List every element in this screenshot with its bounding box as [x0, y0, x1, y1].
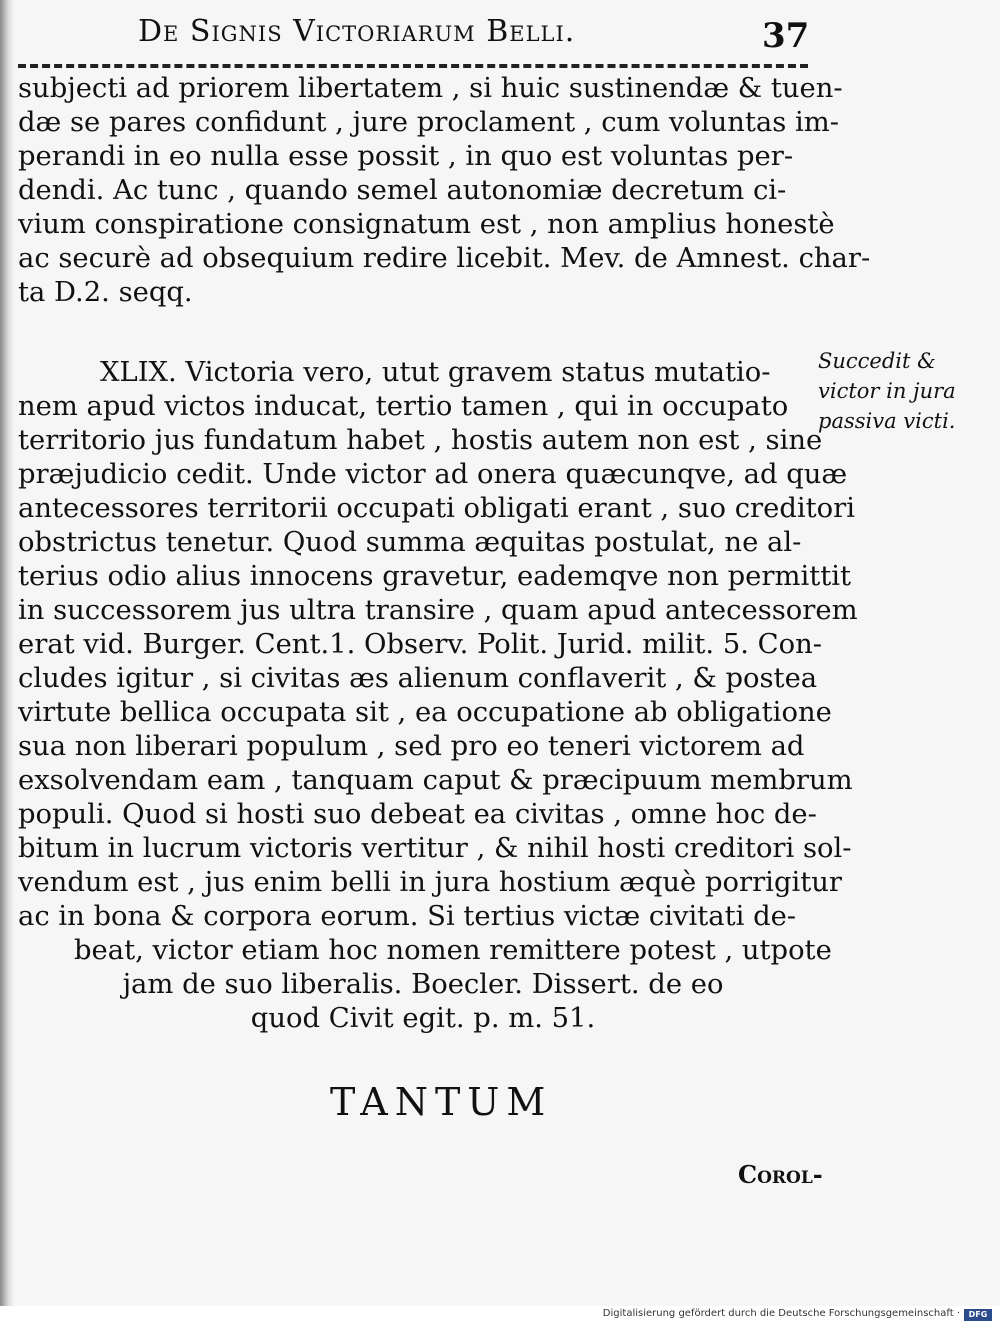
page-number: 37	[762, 16, 810, 56]
text-line: nem apud victos inducat, tertio tamen , qui in occupato	[18, 391, 789, 422]
text-line: vendum est , jus enim belli in jura hostium æquè porrigitur	[18, 867, 842, 898]
text-line: antecessores territorii occupati obligati erant , suo creditori	[18, 493, 856, 524]
header-rule	[18, 64, 808, 68]
text-line: erat vid. Burger. Cent.1. Observ. Polit. Jurid. milit. 5. Con-	[18, 629, 823, 660]
text-line: cludes igitur , si civitas æs alienum conflaverit , & postea	[18, 663, 818, 694]
text-line: territorio jus fundatum habet , hostis autem non est , sine	[18, 425, 823, 456]
marginal-note-line: Succedit &	[818, 349, 936, 373]
running-title: De Signis Victoriarum Belli.	[138, 14, 576, 49]
text-line: ta D.2. seqq.	[18, 277, 193, 308]
text-line: præjudicio cedit. Unde victor ad onera quæcunqve, ad quæ	[18, 459, 848, 490]
text-line: vium conspiratione consignatum est , non amplius honestè	[18, 209, 835, 240]
text-line: XLIX. Victoria vero, utut gravem status mutatio-	[100, 357, 771, 388]
footer-bar	[0, 1306, 1000, 1324]
text-line: bitum in lucrum victoris vertitur , & nihil hosti creditori sol-	[18, 833, 852, 864]
marginal-note-line: passiva victi.	[818, 409, 956, 433]
footer-credit: Digitalisierung gefördert durch die Deutsche Forschungsgemeinschaft ·	[602, 1308, 960, 1319]
text-line: beat, victor etiam hoc nomen remittere potest , utpote	[74, 935, 832, 966]
text-line: ac in bona & corpora eorum. Si tertius victæ civitati de-	[18, 901, 797, 932]
text-line: ac securè ad obsequium redire licebit. Mev. de Amnest. char-	[18, 243, 871, 274]
paragraph-1	[18, 72, 871, 310]
marginal-note-line: victor in jura	[818, 379, 956, 403]
text-line: dendi. Ac tunc , quando semel autonomiæ decretum ci-	[18, 175, 787, 206]
paragraph-2	[18, 356, 858, 1036]
text-line: terius odio alius innocens gravetur, eademqve non permittit	[18, 561, 851, 592]
text-line: sua non liberari populum , sed pro eo teneri victorem ad	[18, 731, 805, 762]
text-line: jam de suo liberalis. Boecler. Dissert. de eo	[122, 969, 724, 1000]
catchword: Corol-	[738, 1160, 823, 1189]
page-edge-shadow	[0, 0, 14, 1306]
text-line: exsolvendam eam , tanquam caput & præcipuum membrum	[18, 765, 853, 796]
text-line: quod Civit egit. p. m. 51.	[250, 1003, 596, 1034]
text-line: obstrictus tenetur. Quod summa æquitas postulat, ne al-	[18, 527, 802, 558]
text-line: dæ se pares confidunt , jure proclament , cum voluntas im-	[18, 107, 839, 138]
text-line: populi. Quod si hosti suo debeat ea civitas , omne hoc de-	[18, 799, 817, 830]
dfg-logo: DFG	[964, 1309, 992, 1321]
text-line: perandi in eo nulla esse possit , in quo est voluntas per-	[18, 141, 794, 172]
text-line: virtute bellica occupata sit , ea occupatione ab obligatione	[18, 697, 832, 728]
marginal-note	[818, 346, 993, 436]
text-line: subjecti ad priorem libertatem , si huic sustinendæ & tuen-	[18, 73, 843, 104]
end-word: TANTUM	[330, 1080, 553, 1124]
text-line: in successorem jus ultra transire , quam apud antecessorem	[18, 595, 858, 626]
